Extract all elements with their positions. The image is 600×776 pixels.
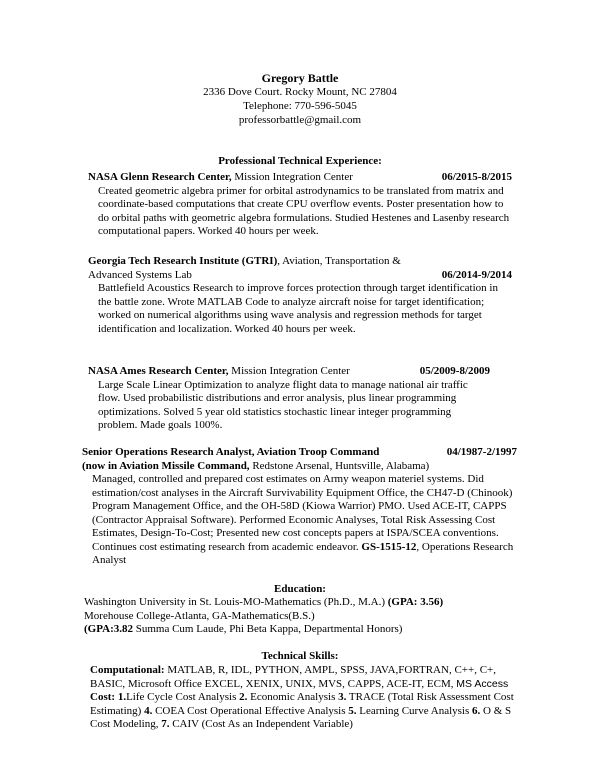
job-description: Large Scale Linear Optimization to analyze flight data to manage national air traffic flow. Used probabilistic distributions and error analysis, plus linear programming optimizations. Solved 5 year old statistics stochastic linear integer programming problem. Made goals 100%. xyxy=(98,378,468,431)
skills-block xyxy=(90,664,530,732)
job-entry xyxy=(82,446,517,568)
honors: Summa Cum Laude, Phi Beta Kappa, Departmental Honors) xyxy=(132,623,403,635)
education-line xyxy=(84,596,524,610)
job-description: Battlefield Acoustics Research to improve forces protection through target identification in the battle zone. Wrote MATLAB Code to analyze aircraft noise for target identification; worked on numerical algorithms using wave analysis and regression methods for target identification and localization. Worked 40 hours per week. xyxy=(98,282,498,335)
job-title-line xyxy=(88,255,512,282)
cost-item-number: 3. xyxy=(338,691,347,703)
gpa-bs: (GPA:3.82 xyxy=(84,623,133,635)
job-org: NASA Ames Research Center, xyxy=(88,365,229,377)
address: 2336 Dove Court. Rocky Mount, NC 27804 xyxy=(203,86,397,98)
job-description: Created geometric algebra primer for orbital astrodynamics to be translated from matrix and coordinate-based computations that create CPU overflow events. Poster presentation how to do orbital paths with geometric algebra formulations. Studied Hestenes and Lasenby research computational papers. Worked 40 hours per week. xyxy=(98,184,510,237)
contact-header xyxy=(0,71,600,127)
cost-item: Life Cycle Cost Analysis xyxy=(126,691,240,703)
education-line xyxy=(84,623,524,637)
computational-label: Computational: xyxy=(90,664,165,676)
job-unit: Redstone Arsenal, Huntsville, Alabama) xyxy=(252,459,430,472)
cost-item: Learning Curve Analysis xyxy=(356,704,472,717)
job-subtitle-line xyxy=(82,460,517,474)
education-heading: Education: xyxy=(274,583,326,595)
computational-list: MATLAB, R, IDL, PYTHON, AMPL, SPSS, JAVA,FORTRAN, C++, C+, BASIC, Microsoft Office EXCEL, XENIX, UNIX, MVS, CAPPS, ACE-IT, ECM, xyxy=(90,664,496,690)
cost-item: TRACE (Total Risk Assessment Cost Estimating) xyxy=(90,691,514,717)
gpa-phd: (GPA: 3.56) xyxy=(387,596,444,608)
cost-item-number: 6. xyxy=(472,704,481,717)
job-dates: 05/2009-8/2009 xyxy=(419,365,490,377)
cost-item: Economic Analysis xyxy=(247,691,339,703)
job-entry xyxy=(88,171,512,239)
degree-phd: Washington University in St. Louis-MO-Mathematics (Ph.D., M.A.) xyxy=(84,596,385,608)
ms-access: MS Access xyxy=(456,677,509,690)
cost-item: O & S Cost Modeling, xyxy=(90,704,512,730)
job-grade: GS-1515-12 xyxy=(361,540,417,553)
job-description xyxy=(82,473,517,568)
job-org: Georgia Tech Research Institute (GTRI) xyxy=(88,255,278,267)
skills-heading: Technical Skills: xyxy=(261,650,339,662)
cost-item: CAIV (Cost As an Independent Variable) xyxy=(169,718,353,730)
job-unit: Mission Integration Center xyxy=(234,171,353,183)
cost-item-number: 4. xyxy=(144,704,153,717)
computational-skills xyxy=(90,664,530,732)
job-unit: Mission Integration Center xyxy=(231,365,350,377)
job-description-text: Managed, controlled and prepared cost estimates on Army weapon materiel systems. Did estimation/cost analyses in the Aircraft Survivability Equipment Office, the CH47-D (Chinook) Program Management Office, and the OH-58D (Kiowa Warrior) PMO. Used ACE-IT, CAPPS (Contractor Appraisal Software). Performed Economic Analyses, Total Risk Assessing Cost Estimates, Design-To-Cost; Presented new cost concepts papers at ISPA/SCEA conventions. Continues cost estimating research from academic endeavor. xyxy=(92,473,513,553)
cost-item: COEA Cost Operational Effective Analysis xyxy=(152,704,349,717)
job-dates: 04/1987-2/1997 xyxy=(446,446,517,458)
job-org: NASA Glenn Research Center, xyxy=(88,171,232,183)
job-dates: 06/2014-9/2014 xyxy=(441,268,512,281)
person-name: Gregory Battle xyxy=(261,71,339,85)
job-entry xyxy=(88,255,512,336)
telephone: Telephone: 770-596-5045 xyxy=(243,100,357,112)
experience-heading: Professional Technical Experience: xyxy=(218,155,382,167)
cost-item-number: 7. xyxy=(161,718,170,730)
job-title-line xyxy=(88,171,512,185)
job-entry xyxy=(88,365,490,433)
job-unit: , Aviation, Transportation & Advanced Systems Lab xyxy=(88,255,401,281)
cost-label: Cost: xyxy=(90,691,116,703)
cost-item-number: 2. xyxy=(239,691,248,703)
job-dates: 06/2015-8/2015 xyxy=(441,171,512,183)
degree-bs: Morehouse College-Atlanta, GA-Mathematics(B.S.) xyxy=(84,609,315,622)
email: professorbattle@gmail.com xyxy=(238,114,362,126)
job-title-line xyxy=(82,446,517,460)
education-block xyxy=(84,596,524,637)
job-org: Senior Operations Research Analyst, Aviation Troop Command xyxy=(82,446,380,458)
cost-item-number: 5. xyxy=(348,704,357,717)
cost-item-number: 1. xyxy=(117,691,127,703)
job-org-secondary: (now in Aviation Missile Command, xyxy=(82,459,250,472)
job-title-line xyxy=(88,365,490,379)
job-grade-title: , Operations Research Analyst xyxy=(92,540,514,566)
